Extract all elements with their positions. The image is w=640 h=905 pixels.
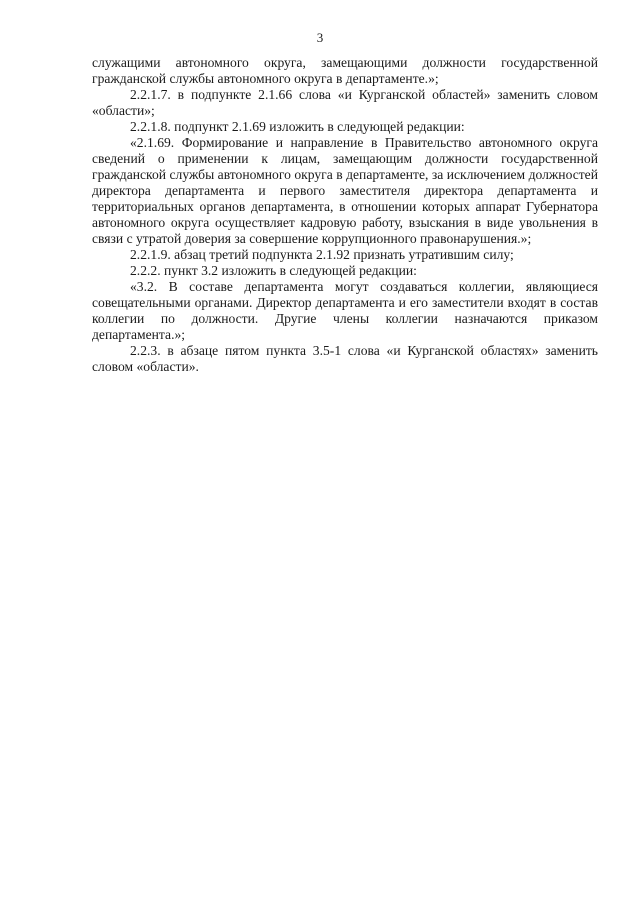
paragraph-2-2-1-8: 2.2.1.8. подпункт 2.1.69 изложить в следующей редакции: [130, 119, 465, 134]
paragraph-3-2-text: «3.2. В составе департамента могут создаваться коллегии, являющиеся совещательными органами. Директор департамента и его заместители входят в состав коллегии по должности. Другие члены коллегии назначаются приказом департамента.»; [92, 279, 598, 342]
document-body [92, 55, 598, 375]
paragraph-2-1-69-text: «2.1.69. Формирование и направление в Правительство автономного округа сведений о применении к лицам, замещающим должности государственной гражданской службы автономного округа в департаменте, за исключением должностей директора департамента и первого заместителя директора департамента и территориальных органов департамента, в отношении которых аппарат Губернатора автономного округа осуществляет кадровую работу, взыскания в виде увольнения в связи с утратой доверия за совершение коррупционного правонарушения.»; [92, 135, 598, 246]
paragraph-2-2-1-7: 2.2.1.7. в подпункте 2.1.66 слова «и Курганской областей» заменить словом «области»; [92, 87, 598, 118]
paragraph-2-2-3: 2.2.3. в абзаце пятом пункта 3.5-1 слова «и Курганской областях» заменить словом «области». [92, 343, 598, 374]
paragraph-2-2-1-9: 2.2.1.9. абзац третий подпункта 2.1.92 признать утратившим силу; [130, 247, 514, 262]
paragraph-2-2-2: 2.2.2. пункт 3.2 изложить в следующей редакции: [130, 263, 417, 278]
paragraph-continuation: служащими автономного округа, замещающими должности государственной гражданской службы автономного округа в департаменте.»; [92, 55, 598, 86]
page-number: 3 [316, 30, 324, 45]
